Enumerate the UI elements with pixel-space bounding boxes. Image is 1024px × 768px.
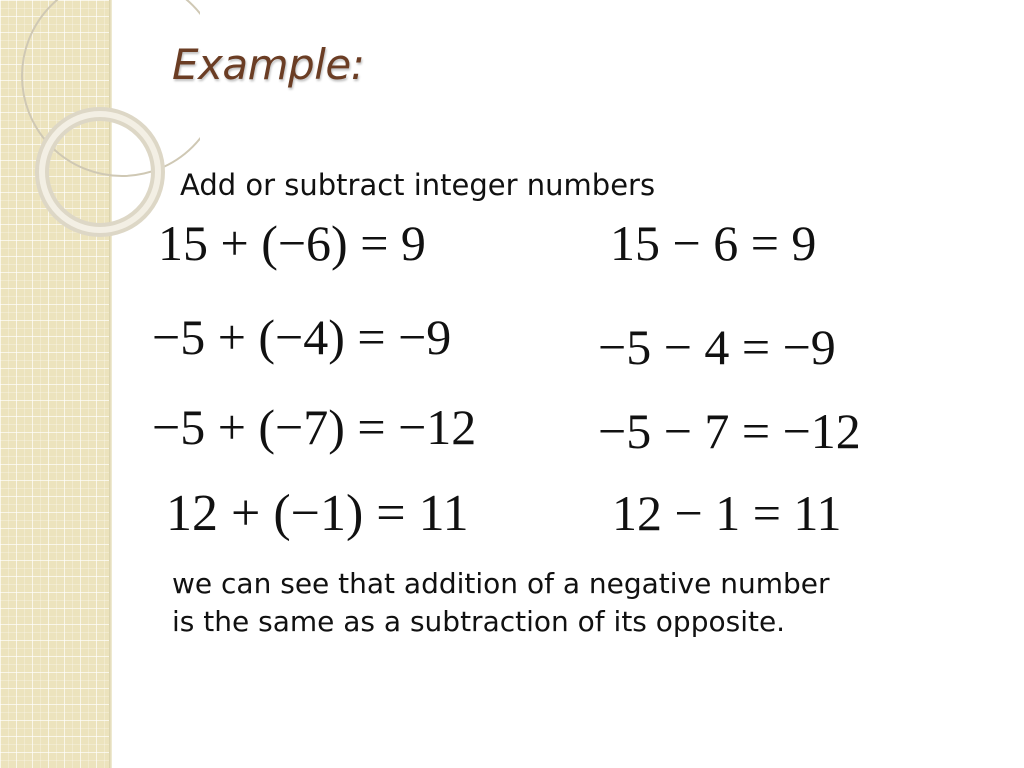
addition-equation-1: 15 + (−6) = 9 [158,215,426,271]
small-ring-highlight [42,114,158,230]
slide-subtitle: Add or subtract integer numbers [180,168,656,202]
subtraction-equation-1: 15 − 6 = 9 [610,215,817,271]
addition-equation-3: −5 + (−7) = −12 [152,399,477,455]
conclusion-note [172,565,992,641]
subtraction-equation-2: −5 − 4 = −9 [598,319,836,375]
conclusion-line-2: is the same as a subtraction of its opposite. [172,605,786,638]
subtraction-equation-3: −5 − 7 = −12 [598,403,861,459]
conclusion-line-1: we can see that addition of a negative number [172,567,830,600]
addition-equation-4: 12 + (−1) = 11 [166,485,469,542]
subtraction-equation-4: 12 − 1 = 11 [612,485,842,541]
slide-title: Example: [172,40,365,89]
addition-equation-2: −5 + (−4) = −9 [152,309,452,365]
